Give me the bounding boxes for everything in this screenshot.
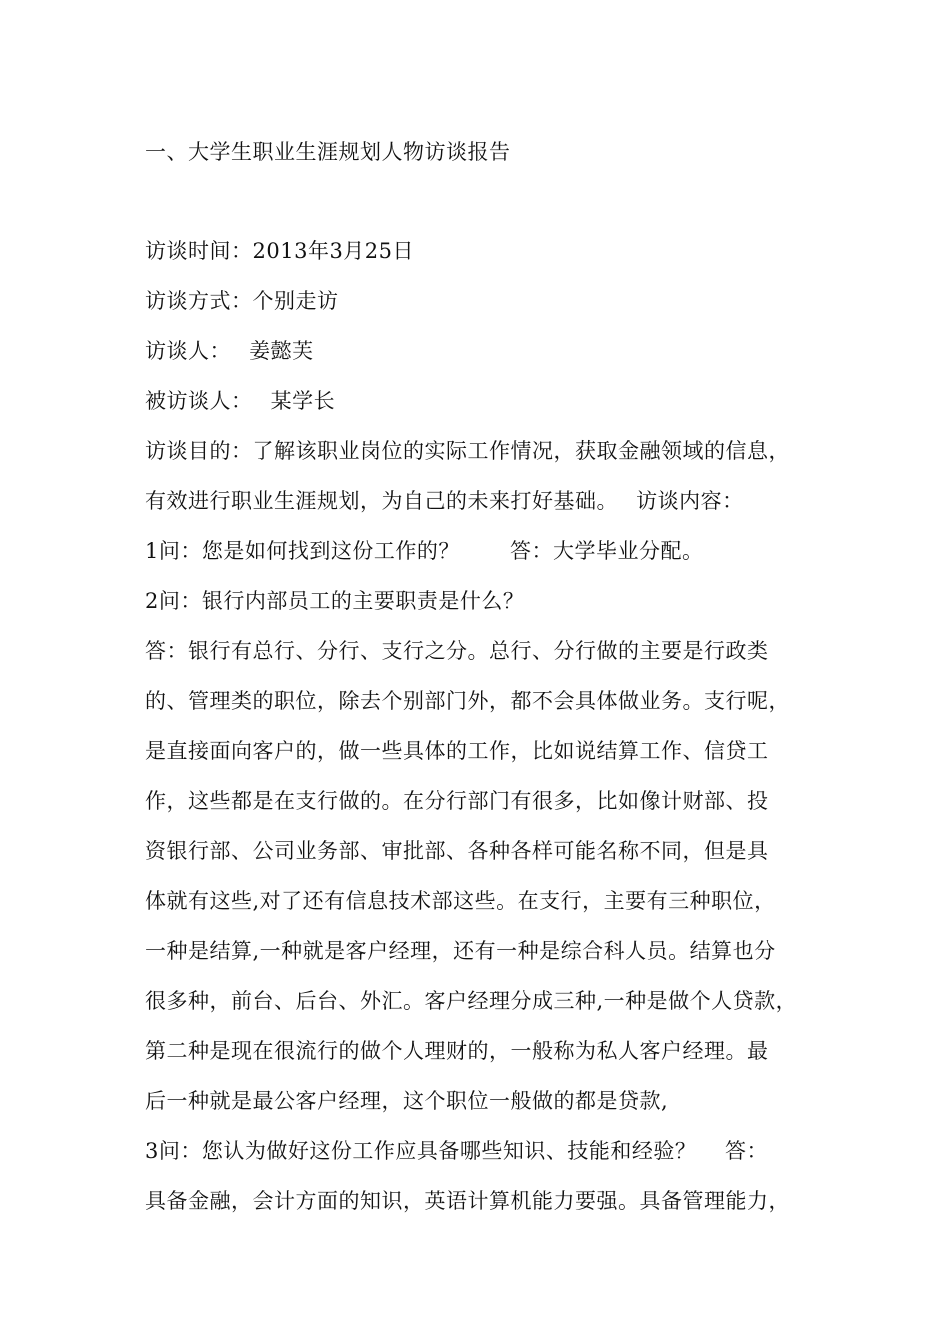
text-line: 答：银行有总行、分行、支行之分。总行、分行做的主要是行政类 bbox=[145, 639, 769, 663]
text-line: 作，这些都是在支行做的。在分行部门有很多，比如像计财部、投 bbox=[145, 789, 769, 813]
text-line: 资银行部、公司业务部、审批部、各种各样可能名称不同，但是具 bbox=[145, 839, 769, 863]
text-line: 是直接面向客户的，做一些具体的工作，比如说结算工作、信贷工 bbox=[145, 739, 769, 763]
text-line: 一种是结算,一种就是客户经理，还有一种是综合科人员。结算也分 bbox=[145, 939, 776, 963]
interview-time: 访谈时间：2013年3月25日 bbox=[145, 239, 415, 263]
text-line: 访谈目的：了解该职业岗位的实际工作情况，获取金融领域的信息， bbox=[145, 439, 790, 463]
interviewer: 访谈人： 姜懿芙 bbox=[145, 339, 314, 363]
text-line: 第二种是现在很流行的做个人理财的，一般称为私人客户经理。最 bbox=[145, 1039, 769, 1063]
text-line: 体就有这些,对了还有信息技术部这些。在支行，主要有三种职位， bbox=[145, 889, 776, 913]
question-2: 2问：银行内部员工的主要职责是什么？ bbox=[145, 589, 525, 613]
text-line: 后一种就是最公客户经理，这个职位一般做的都是贷款, bbox=[145, 1089, 669, 1113]
question-3: 3问：您认为做好这份工作应具备哪些知识、技能和经验？ 答： bbox=[145, 1139, 769, 1163]
text-line: 很多种，前台、后台、外汇。客户经理分成三种,一种是做个人贷款， bbox=[145, 989, 798, 1013]
document-title: 一、大学生职业生涯规划人物访谈报告 bbox=[145, 140, 511, 164]
text-line: 有效进行职业生涯规划，为自己的未来打好基础。 访谈内容： bbox=[145, 489, 744, 513]
text-line: 具备金融，会计方面的知识，英语计算机能力要强。具备管理能力， bbox=[145, 1189, 790, 1213]
question-1: 1问：您是如何找到这份工作的？ 答：大学毕业分配。 bbox=[145, 539, 704, 563]
text-line: 的、管理类的职位，除去个别部门外，都不会具体做业务。支行呢， bbox=[145, 689, 790, 713]
interviewee: 被访谈人： 某学长 bbox=[145, 389, 336, 413]
interview-method: 访谈方式：个别走访 bbox=[145, 289, 339, 313]
